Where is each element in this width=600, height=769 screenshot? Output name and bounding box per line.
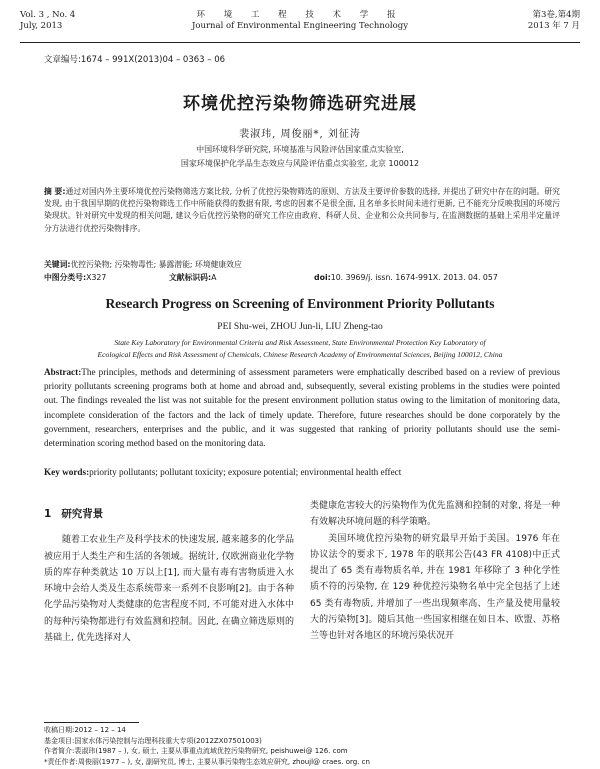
clc-number: 中图分类号:X327 bbox=[44, 273, 107, 282]
document-code: 文献标识码:A bbox=[169, 273, 217, 282]
english-authors: PEI Shu-wei, ZHOU Jun-li, LIU Zheng-tao bbox=[217, 322, 383, 332]
english-abstract-label: Abstract: bbox=[44, 367, 82, 377]
chinese-abstract bbox=[44, 186, 560, 235]
running-header bbox=[20, 10, 580, 44]
doi: doi:10. 3969/j. issn. 1674-991X. 2013. 04. 057 bbox=[314, 273, 498, 282]
chinese-keywords bbox=[44, 259, 560, 270]
classification-line bbox=[44, 272, 564, 283]
body-paragraph: 美国环境优控污染物的研究最早开始于美国。1976 年在协议法令的要求下, 1978 年的联邦公告(43 FR 4108)中正式提出了 65 类有毒物质名单, 并在 1981 年移除了 3 种化学性质不符的污染物, 在 129 种优控污染物名单中完全包括了上述 65 类有毒物质, 并增加了一些出现频率高、生产量及使用量较大的污染物[3]。随后其他一些国家相继在如日本、欧盟、苏格兰等也针对各地区的环境污染状况开 bbox=[310, 533, 560, 642]
chinese-keywords-label: 关键词: bbox=[44, 260, 71, 269]
english-affiliation-2: Ecological Effects and Risk Assessment of Chemicals, Chinese Research Academy of Environmental Sciences, Beijing 100012, China bbox=[97, 350, 503, 359]
footnotes bbox=[44, 725, 560, 767]
section-heading bbox=[44, 506, 294, 522]
chinese-title: 环境优控污染物筛选研究进展 bbox=[183, 94, 417, 114]
body-paragraph: 随着工农业生产及科学技术的快速发展, 越来越多的化学品被应用于人类生产和生活的各领域。据统计, 仅欧洲商业化学物质的库存种类就达 10 万以上[1], 而大量有毒有害物质进入水环境中会给人类及生态系统带来一系列不良影响[2]。由于各种化学品污染物对人类健康的危害程度不同, 不可能对进入水体中的每种污染物都进行有效监测和控制。因此, 在确立筛选原则的基础上, 优先选择对人 bbox=[44, 535, 294, 644]
header-volume: Vol. 3 , No. 4 July, 2013 bbox=[20, 10, 76, 31]
chinese-authors: 裴淑玮, 周俊丽*, 刘征涛 bbox=[239, 129, 361, 140]
english-title: Research Progress on Screening of Environment Priority Pollutants bbox=[105, 296, 495, 311]
english-keywords-label: Key words: bbox=[44, 467, 90, 477]
header-rule bbox=[20, 42, 580, 43]
section-number: 1 bbox=[44, 508, 52, 520]
left-column bbox=[44, 498, 294, 646]
chinese-abstract-text: 通过对国内外主要环境优控污染物筛选方案比较, 分析了优控污染物筛选的原则、方法及主要评价参数的选择, 并提出了研究中存在的问题。研究发现, 由于我国早期的优控污染物筛选工作中所能获得的数据有限, 考虑的因素不是很全面, 且名单多长时间未进行更新, 已不能充分反映我国的环境污染现状。针对研究中发现的相关问题, 建议今后优控污染物的研究工作应由政府、科研人员、企业和公众共同参与, 在监测数据的基础上采用半定量评分方法进行优控污染物排序。 bbox=[44, 187, 560, 233]
footnote-author: 作者简介:裴淑玮(1987 – ), 女, 硕士, 主要从事重点流域优控污染物研究, peishuwei@ 126. com bbox=[44, 747, 348, 756]
english-abstract bbox=[44, 365, 560, 450]
article-number: 文章编号:1674 – 991X(2013)04 – 0363 – 06 bbox=[44, 55, 226, 65]
body-columns bbox=[44, 498, 560, 722]
section-title: 研究背景 bbox=[61, 508, 104, 520]
footnote-rule bbox=[44, 722, 139, 723]
footnote-fund: 基金项目:国家水体污染控制与治理科技重大专项(2012ZX07501003) bbox=[44, 736, 262, 745]
english-abstract-text: The principles, methods and determining of assessment parameters were emphatically described based on a review of previous priority pollutants screening programs both at home and abroad and, subsequently, several existing problems in the studies were pointed out. The findings revealed the list was not suitable for the present environment pollution status owing to the limitation of monitoring data, incomplete consideration of the factors and the lack of timely update. Therefore, future researches should be done corporately by the government, researchers, enterprises and the public, and it was suggested that ranking of priority pollutants should use the semi-determination scoring method based on the monitoring data. bbox=[44, 367, 560, 449]
body-paragraph: 类健康危害较大的污染物作为优先监测和控制的对象, 将是一种有效解决环境问题的科学策略。 bbox=[310, 501, 560, 528]
footnote-corresponding: *责任作者:周俊丽(1977 – ), 女, 副研究员, 博士, 主要从事污染物生态效应研究, zhoujl@ craes. org. cn bbox=[44, 757, 370, 766]
english-keywords bbox=[44, 467, 560, 477]
chinese-affiliation-1: 中国环境科学研究院, 环境基准与风险评估国家重点实验室, bbox=[196, 145, 404, 154]
english-keywords-text: priority pollutants; pollutant toxicity; exposure potential; environmental health effect bbox=[89, 467, 402, 477]
chinese-affiliation-2: 国家环境保护化学品生态效应与风险评估重点实验室, 北京 100012 bbox=[180, 159, 420, 168]
chinese-keywords-text: 优控污染物; 污染物毒性; 暴露潜能; 环境健康效应 bbox=[70, 260, 242, 269]
footnote-received: 收稿日期:2012 – 12 – 14 bbox=[44, 726, 126, 734]
right-column bbox=[310, 498, 560, 645]
chinese-abstract-label: 摘 要: bbox=[44, 187, 66, 196]
english-affiliation-1: State Key Laboratory for Environmental Criteria and Risk Assessment, State Environmental Protection Key Laboratory of bbox=[114, 338, 486, 347]
header-journal: 环 境 工 程 技 术 学 报 Journal of Environmental Engineering Technology bbox=[191, 10, 409, 31]
header-issue: 第3卷,第4期 2013 年 7 月 bbox=[527, 10, 580, 31]
